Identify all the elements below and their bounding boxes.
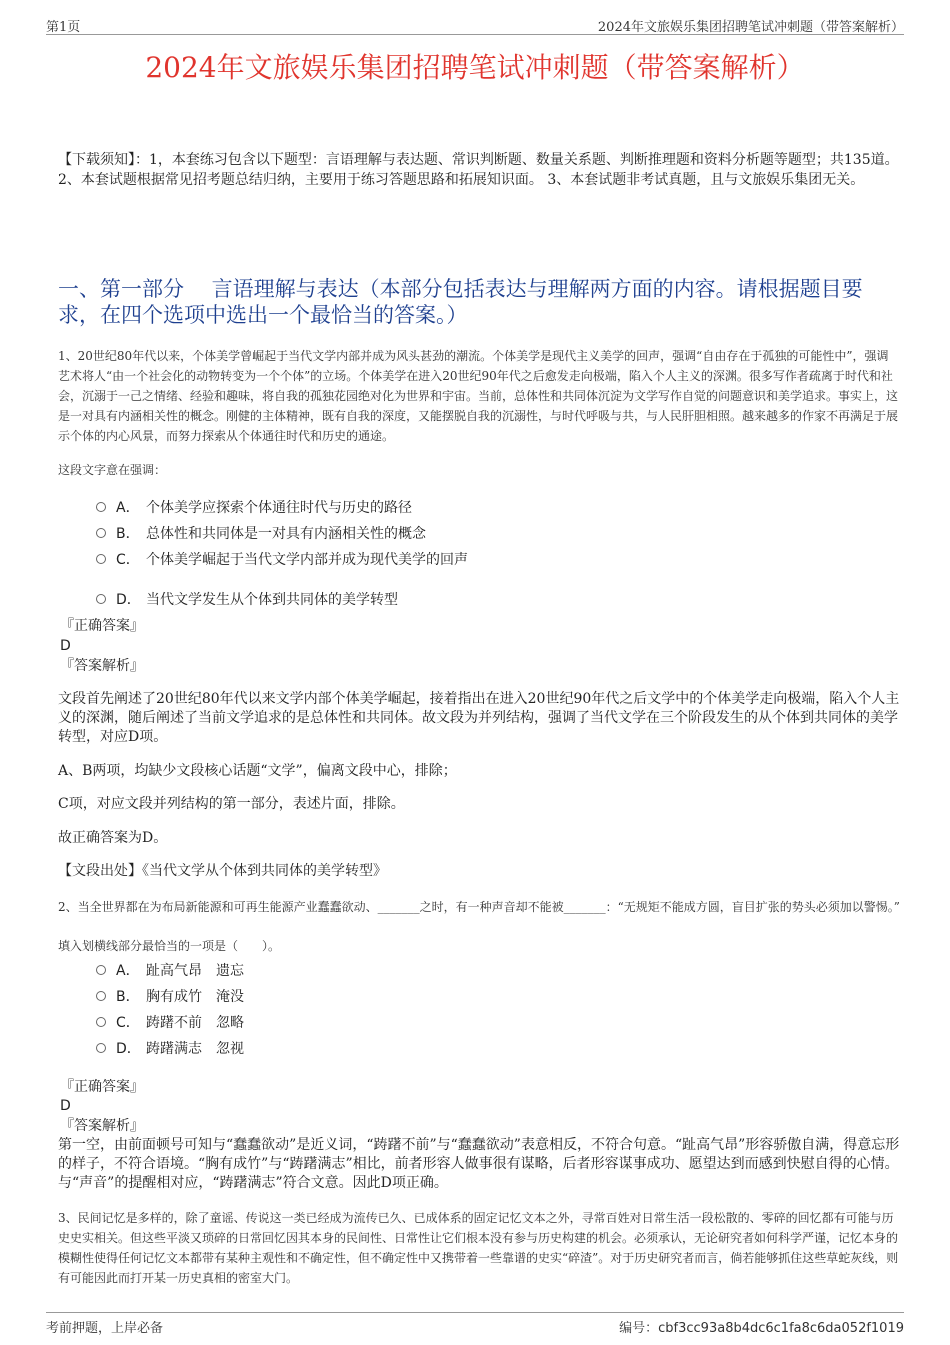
q1-analysis-main: 文段首先阐述了20世纪80年代以来文学内部个体美学崛起，接着指出在进入20世纪90年代之后文学中的个体美学走向极端，陷入个人主义的深渊，随后阐述了当前文学追求的是总体性和共同体。故文段为并列结构，强调了当代文学在三个阶段发生的从个体到共同体的美学转型，对应D项。: [58, 691, 900, 745]
q1-option-a[interactable]: A． 个体美学应探索个体通往时代与历史的路径: [96, 497, 412, 517]
page-footer: [46, 1312, 904, 1337]
q3-text: 3、民间记忆是多样的，除了童谣、传说这一类已经成为流传已久、已成体系的固定记忆文本之外，寻常百姓对日常生活一段松散的、零碎的回忆都有可能与历史史实相关。但这些平淡又琐碎的日常回忆因其本身的民间性、日常性让它们根本没有参与历史构建的机会。必须承认，无论研究者如何科学严谨，记忆本身的模糊性使得任何记忆文本都带有某种主观性和不确定性，但不确定性中又携带着一些靠谱的史实“碎渣”。对于历史研究者而言，倘若能够抓住这些草蛇灰线，则有可能因此而打开某一历史真相的密室大门。: [58, 1211, 899, 1285]
q2-prompt: 填入划横线部分最恰当的一项是（ ）。: [58, 939, 281, 953]
q1-analysis-ab: A、B两项，均缺少文段核心话题“文学”，偏离文段中心，排除；: [58, 763, 457, 779]
q1-option-d[interactable]: D． 当代文学发生从个体到共同体的美学转型: [96, 589, 398, 609]
radio-icon[interactable]: [96, 528, 106, 538]
radio-icon[interactable]: [96, 965, 106, 975]
page-title: 2024年文旅娱乐集团招聘笔试冲刺题（带答案解析）: [145, 51, 805, 84]
page-header: [46, 14, 904, 35]
q1-prompt: 这段文字意在强调：: [58, 463, 167, 477]
download-notice: 【下载须知】：1，本套练习包含以下题型：言语理解与表达题、常识判断题、数量关系题、判断推理题和资料分析题等题型；共135道。 2、本套试题根据常见招考题总结归纳，主要用于练习答题思路和拓展知识面。 3、本套试题非考试真题，且与文旅娱乐集团无关。: [58, 152, 899, 188]
q1-text: 1、20世纪80年代以来，个体美学曾崛起于当代文学内部并成为风头甚劲的潮流。个体美学是现代主义美学的回声，强调“自由存在于孤独的可能性中”，强调艺术将人“由一个社会化的动物转变为一个个体”的立场。个体美学在进入20世纪90年代之后愈发走向极端，陷入个人主义的深渊。很多写作者疏离于时代和社会，沉溺于一己之情绪、经验和趣味，将自我的孤独花园绝对化为世界和宇宙。当前，总体性和共同体沉淀为文学写作自觉的问题意识和美学追求。事实上，这是一对具有内涵相关性的概念。刚健的主体精神，既有自我的深度，又能摆脱自我的沉溺性，与时代呼吸与共，与人民肝胆相照。越来越多的作家不再满足于展示个体的内心风景，而努力探索从个体通往时代和历史的通途。: [58, 349, 899, 443]
q2-option-a[interactable]: A． 趾高气昂 遗忘: [96, 960, 244, 980]
q2-text: 2、当全世界都在为布局新能源和可再生能源产业蠢蠢欲动、_______之时，有一种声音却不能被_______：“无规矩不能成方圆，盲目扩张的势头必须加以警惕。”: [58, 900, 900, 914]
q1-source: 【文段出处】《当代文学从个体到共同体的美学转型》: [58, 863, 387, 879]
footer-serial: 编号：cbf3cc93a8b4dc6c1fa8c6da052f1019: [619, 1321, 904, 1336]
q1-analysis-conclusion: 故正确答案为D。: [58, 830, 168, 846]
q1-analysis-label: 『答案解析』: [60, 658, 144, 674]
q2-option-b[interactable]: B． 胸有成竹 淹没: [96, 986, 244, 1006]
header-doc-title: 2024年文旅娱乐集团招聘笔试冲刺题（带答案解析）: [597, 20, 904, 35]
q1-option-c[interactable]: C． 个体美学崛起于当代文学内部并成为现代美学的回声: [96, 549, 468, 569]
radio-icon[interactable]: [96, 502, 106, 512]
radio-icon[interactable]: [96, 1017, 106, 1027]
q2-answer: D: [60, 1098, 71, 1114]
q1-option-b[interactable]: B． 总体性和共同体是一对具有内涵相关性的概念: [96, 523, 426, 543]
q2-option-c[interactable]: C． 踌躇不前 忽略: [96, 1012, 244, 1032]
q1-analysis-c: C项，对应文段并列结构的第一部分，表述片面，排除。: [58, 796, 405, 812]
radio-icon[interactable]: [96, 554, 106, 564]
radio-icon[interactable]: [96, 1043, 106, 1053]
footer-slogan: 考前押题，上岸必备: [46, 1321, 164, 1336]
q1-answer: D: [60, 638, 71, 654]
q2-answer-label: 『正确答案』: [60, 1079, 144, 1095]
q2-analysis-label: 『答案解析』: [60, 1118, 144, 1134]
q1-answer-label: 『正确答案』: [60, 618, 144, 634]
q2-analysis: 第一空，由前面顿号可知与“蠢蠢欲动”是近义词，“踌躇不前”与“蠢蠢欲动”表意相反，不符合句意。“趾高气昂”形容骄傲自满，得意忘形的样子，不符合语境。“胸有成竹”与“踌躇满志”相比，前者形容人做事很有谋略，后者形容谋事成功、愿望达到而感到快慰自得的心情。与“声音”的提醒相对应，“踌躇满志”符合文意。因此D项正确。: [58, 1137, 900, 1191]
radio-icon[interactable]: [96, 991, 106, 1001]
radio-icon[interactable]: [96, 594, 106, 604]
section-heading: 一、第一部分 言语理解与表达（本部分包括表达与理解两方面的内容。请根据题目要求，在四个选项中选出一个最恰当的答案。）: [58, 277, 863, 327]
q2-option-d[interactable]: D． 踌躇满志 忽视: [96, 1038, 244, 1058]
page-number: 第1页: [46, 20, 81, 35]
